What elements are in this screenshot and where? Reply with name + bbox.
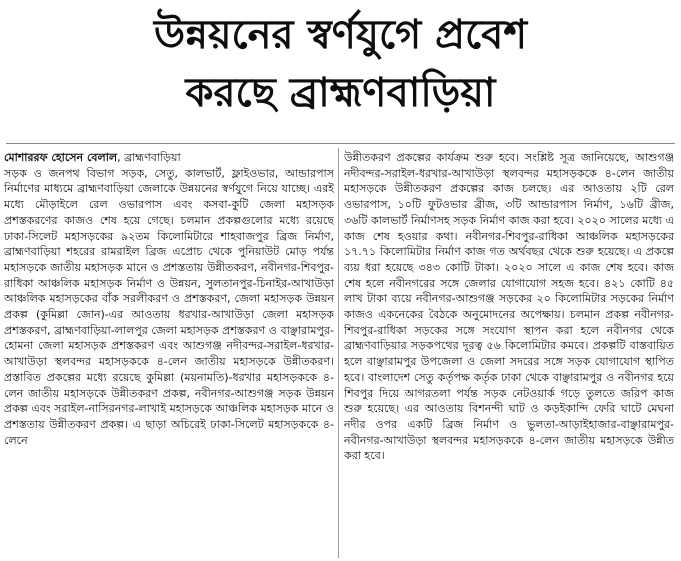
article-column-right	[344, 150, 674, 558]
column-divider	[338, 148, 339, 558]
article-body-left: সড়ক ও জনপথ বিভাগ সড়ক, সেতু, কালভার্ট, ফ্লাইওভার, আন্ডারপাস নির্মাণের মাধ্যমে ব্রাহ্মণবাড়িয়া জেলাকে উন্নয়নের স্বর্ণযুগে নিয়ে যাচ্ছে। এরই মধ্যে মৌড়াইলে রেল ওভারপাস এবং কসবা-কুটি জেলা মহাসড়ক প্রশস্তকরণের কাজও শেষ হয়ে গেছে। চলমান প্রকল্পগুলোর মধ্যে রয়েছে ঢাকা-সিলেট মহাসড়কের ৯২তম কিলোমিটারে শাহবাজপুর ব্রিজ নির্মাণ, ব্রাহ্মণবাড়িয়া শহরের রামরাইল ব্রিজ এপ্রোচ থেকে পুনিয়াউট মোড় পর্যন্ত মহাসড়কে জাতীয় মহাসড়ক মানে ও প্রশস্ততায় উন্নীতকরণ, নবীনগর-শিবপুর-রাধিকা আঞ্চলিক মহাসড়ক নির্মাণ ও উন্নয়ন, সুলতানপুর-চিনাইর-আখাউড়া আঞ্চলিক মহাসড়কের বাঁক সরলীকরণ ও প্রশস্তকরণ, জেলা মহাসড়ক উন্নয়ন প্রকল্প (কুমিল্লা জোন)-এর আওতায় ধরখার-আখাউড়া জেলা মহাসড়ক প্রশস্তকরণ, ব্রাহ্মণবাড়িয়া-লালপুর জেলা মহাসড়ক প্রশস্তকরণ ও বাঞ্ছারামপুর-হোমনা জেলা মহাসড়ক প্রশস্তকরণ এবং আশুগঞ্জ নদীবন্দর-সরাইল-ধরখার-আখাউড়া স্থলবন্দর মহাসড়ককে ৪-লেন জাতীয় মহাসড়কে উন্নীতকরণ। প্রস্তাবিত প্রকল্পের মধ্যে রয়েছে কুমিল্লা (ময়নামতি)-ধরখার মহাসড়ককে ৪-লেন জাতীয় মহাসড়কে উন্নীতকরণ প্রকল্প, নবীনগর-আশুগঞ্জ সড়ক উন্নয়ন প্রকল্প এবং সরাইল-নাসিরনগর-লাখাই মহাসড়কে আঞ্চলিক মহাসড়ক মানে ও প্রশস্ততায় উন্নীতকরণ প্রকল্প। এ ছাড়া অচিরেই ঢাকা-সিলেট মহাসড়ককে ৪-লেনে	[4, 166, 334, 447]
headline-line-1: উন্নয়নের স্বর্ণযুগে প্রবেশ	[153, 12, 528, 58]
article-column-left	[4, 150, 334, 558]
headline-divider	[6, 143, 675, 144]
headline-line-2: করছে ব্রাহ্মণবাড়িয়া	[185, 70, 496, 116]
headline	[0, 6, 681, 122]
article-body-right: উন্নীতকরণ প্রকল্পের কার্যক্রম শুরু হবে। সংশ্লিষ্ট সূত্র জানিয়েছে, আশুগঞ্জ নদীবন্দর-সরাইল-ধরখার-আখাউড়া স্থলবন্দর মহাসড়ককে ৪-লেন জাতীয় মহাসড়কে উন্নীতকরণ প্রকল্পের কাজ চলছে। এর আওতায় ২টি রেল ওভারপাস, ১০টি ফুটওভার ব্রীজ, ৩টি আন্ডারপাস নির্মাণ, ১৬টি ব্রীজ, ৩৬টি কালভার্ট নির্মাণসহ সড়ক নির্মাণ কাজ করা হবে। ২০২০ সালের মধ্যে এ কাজ শেষ হওয়ার কথা। নবীনগর-শিবপুর-রাধিকা আঞ্চলিক মহাসড়কের ১৭.৭১ কিলোমিটার নির্মাণ কাজ গত অর্থবছর থেকে শুরু হয়েছে। এ প্রকল্পে ব্যয় ধরা হয়েছে ৩৪৩ কোটি টাকা। ২০২০ সালে এ কাজ শেষ হবে। কাজ শেষ হলে নবীনগরের সঙ্গে জেলার যোগাযোগ সহজ হবে। ৪২১ কোটি ৪৫ লাখ টাকা ব্যয়ে নবীনগর-আশুগঞ্জ সড়কের ২০ কিলোমিটার সড়কের নির্মাণ কাজও একনেকের বৈঠকে অনুমোদনের অপেক্ষায়। চলমান প্রকল্প নবীনগর-শিবপুর-রাধিকা সড়কের সঙ্গে সংযোগ স্থাপন করা হলে নবীনগর থেকে ব্রাহ্মণবাড়িয়ার সড়কপথের দূরত্ব ৫৬ কিলোমিটার কমবে। প্রকল্পটি বাস্তবায়িত হলে বাঞ্ছারামপুর উপজেলা ও জেলা সদরের সঙ্গে সড়ক যোগাযোগ স্থাপিত হবে। বাংলাদেশ সেতু কর্তৃপক্ষ কর্তৃক ঢাকা থেকে বাঞ্ছারামপুর ও নবীনগর হয়ে শিবপুর দিয়ে আগরতলা পর্যন্ত সড়ক নেটওয়ার্ক গড়ে তুলতে জরিপ কাজ শুরু হয়েছে। এর আওতায় বিশনন্দী ঘাট ও কড়ইকান্দি ফেরি ঘাটে মেঘনা নদীর ওপর একটি ব্রিজ নির্মাণ ও ভুলতা-আড়াইহাজার-বাঞ্ছারামপুর-নবীনগর-আখাউড়া স্থলবন্দর মহাসড়ককে ৪-লেন জাতীয় মহাসড়কে উন্নীত করা হবে।	[344, 151, 674, 463]
byline-location: , ব্রাহ্মণবাড়িয়া	[117, 151, 181, 164]
byline-author: মোশাররফ হোসেন বেলাল	[4, 151, 118, 164]
byline	[4, 150, 334, 166]
